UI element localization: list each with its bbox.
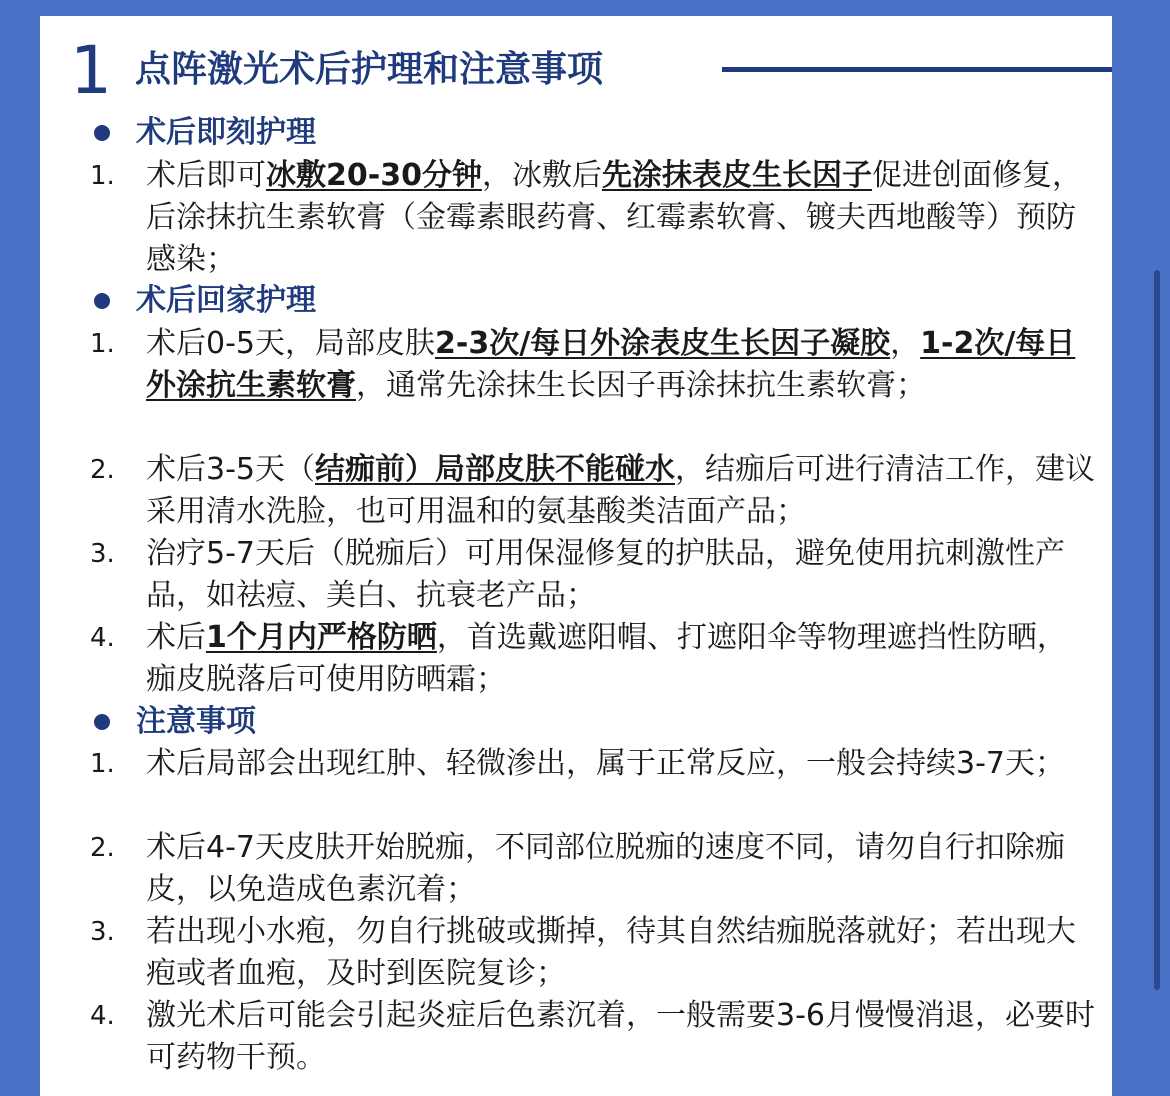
text-run: ，首选戴遮阳帽、打遮阳伞等物理遮挡性防晒，痂皮脱落后可使用防晒霜； (146, 620, 1067, 697)
list-item-number: 3. (90, 539, 115, 569)
list-item-text (146, 617, 1096, 701)
list-item-number: 1. (90, 329, 115, 359)
list-item-number: 1. (90, 749, 115, 779)
section-number: 1 (70, 32, 112, 109)
bullet-icon (94, 125, 110, 141)
text-run: ，通常先涂抹生长因子再涂抹抗生素软膏； (356, 368, 926, 403)
text-run: 若出现小水疱，勿自行挑破或撕掉，待其自然结痂脱落就好；若出现大疱或者血疱，及时到医院复诊； (146, 914, 1076, 991)
subheading-text: 术后即刻护理 (136, 115, 316, 150)
list-item-text (146, 323, 1096, 407)
list-item-text (146, 533, 1096, 617)
subheading (86, 281, 986, 321)
list-item-number: 2. (90, 455, 115, 485)
bullet-icon (94, 714, 110, 730)
scrollbar[interactable] (1154, 270, 1160, 990)
text-run: ，冰敷后 (481, 158, 602, 193)
section-header (70, 32, 1112, 109)
text-run: 术后3-5天（ (146, 452, 315, 487)
emphasis-text: 1-2次/每日外涂抗生素软膏 (146, 326, 1076, 403)
list-item-text (146, 911, 1096, 995)
document-card (40, 16, 1112, 1096)
subheading-text: 注意事项 (136, 704, 256, 739)
emphasis-text: 冰敷20-30分钟 (266, 158, 482, 193)
text-run: 激光术后可能会引起炎症后色素沉着，一般需要3-6月慢慢消退，必要时可药物干预。 (146, 998, 1095, 1075)
list-item-text (146, 743, 1096, 785)
list-item-text (146, 449, 1096, 533)
emphasis-text: 2-3次/每日外涂表皮生长因子凝胶 (435, 326, 891, 361)
text-run: 术后即可 (146, 158, 266, 193)
list-item-number: 4. (90, 1001, 115, 1031)
emphasis-text: 1个月内严格防晒 (206, 620, 437, 655)
text-run: 治疗5-7天后（脱痂后）可用保湿修复的护肤品，避免使用抗刺激性产品，如祛痘、美白、抗衰老产品； (146, 536, 1065, 613)
emphasis-text: 先涂抹表皮生长因子 (601, 158, 872, 193)
text-run: ， (890, 326, 921, 361)
list-item-text (146, 155, 1096, 281)
subheading (86, 702, 986, 742)
emphasis-text: 结痂前）局部皮肤不能碰水 (315, 452, 675, 487)
text-run: ，结痂后可进行清洁工作，建议采用清水洗脸，也可用温和的氨基酸类洁面产品； (146, 452, 1095, 529)
text-run: 术后 (146, 620, 206, 655)
subheading-text: 术后回家护理 (136, 283, 316, 318)
text-run: 促进创面修复，后涂抹抗生素软膏（金霉素眼药膏、红霉素软膏、镀夫西地酸等）预防感染； (146, 158, 1082, 277)
header-rule (722, 67, 1112, 72)
list-item-text (146, 827, 1096, 911)
bullet-icon (94, 293, 110, 309)
text-run: 术后4-7天皮肤开始脱痂，不同部位脱痂的速度不同，请勿自行扣除痂皮，以免造成色素沉着； (146, 830, 1065, 907)
subheading (86, 113, 986, 153)
text-run: 术后0-5天，局部皮肤 (146, 326, 435, 361)
list-item-number: 3. (90, 917, 115, 947)
list-item-number: 4. (90, 623, 115, 653)
section-title: 点阵激光术后护理和注意事项 (135, 49, 604, 90)
list-item-number: 1. (90, 161, 115, 191)
text-run: 术后局部会出现红肿、轻微渗出，属于正常反应，一般会持续3-7天； (146, 746, 1065, 781)
list-item-number: 2. (90, 833, 115, 863)
list-item-text (146, 995, 1096, 1079)
